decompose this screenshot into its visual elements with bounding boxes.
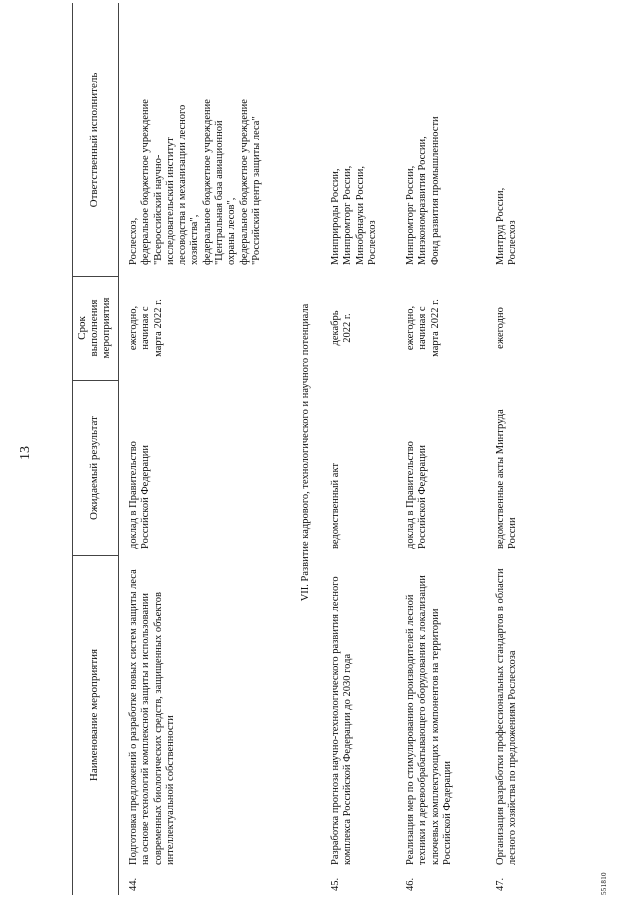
row-name: Организация разработки профессиональных стандартов в области лесного хозяйства по предложениям Рослесхоза [495,568,519,865]
executor-line: федеральное бюджетное учреждение [238,99,250,265]
header-name: Наименование мероприятия [88,648,100,782]
header-deadline-line: мероприятия [100,297,112,359]
row-number: 46. [405,877,416,891]
row-executor [495,3,520,265]
header-executor: Ответственный исполнитель [88,72,100,208]
header-bottom-border [118,3,119,895]
row-deadline [128,277,165,379]
executor-line: Минобрнауки России, [354,165,366,265]
row-deadline [405,277,442,379]
row-result: ведомственные акты Минтруда России [495,409,519,549]
executor-line: федеральное бюджетное учреждение [201,99,213,265]
executor-line: охраны лесов", [226,197,238,265]
executor-line: "Центральная база авиационной [214,120,226,265]
deadline-line: ежегодно, [128,305,139,351]
deadline-line: ежегодно, [405,305,416,351]
deadline-line: декабрь [330,310,341,346]
row-result: доклад в Правительство Российской Федерации [405,441,429,549]
row-name: Реализация мер по стимулированию производителей лесной техники и деревообрабатывающего оборудования к локализации ключевых комплектующих и компонентов на территории Российской Федерации [405,575,453,865]
page-number: 13 [18,446,33,460]
row-result: ведомственный акт [330,462,341,549]
deadline-line: начиная с [140,306,152,350]
executor-line: Минпромторг России, [342,165,354,265]
executor-line: Рослесхоз [366,220,378,265]
executor-line: хозяйства", [189,214,201,265]
header-deadline-line: Срок [76,316,88,340]
row-name: Подготовка предложений о разработке новых систем защиты леса на основе технологий комплексной защиты и использовании современных биологических средств, защищенных объектов интеллектуальной собственности [128,569,176,865]
executor-line: Рослесхоз, [128,217,139,265]
row-executor [330,3,379,265]
header-deadline [76,277,112,379]
executor-line: Рослесхоз [507,220,519,265]
deadline-line: начиная с [417,306,429,350]
executor-line: Минпромторг России, [405,165,416,265]
executor-line: Минтруд России, [495,187,506,265]
table-top-border [72,3,73,895]
row-number: 45. [330,877,341,891]
executor-line: исследовательский институт [164,137,176,265]
col-divider-result-deadline [72,380,118,381]
executor-line: "Российский центр защиты леса" [250,116,262,265]
deadline-line: ежегодно [495,307,506,349]
col-divider-name-result [72,555,118,556]
row-name: Разработка прогноза научно-технологического развития лесного комплекса Российской Федерации до 2030 года [330,576,354,865]
executor-line: Минприроды России, [330,168,341,265]
executor-line: "Всероссийский научно- [152,154,164,265]
executor-line: Фонд развития промышленности [429,116,441,265]
section-title: VII. Развитие кадрового, технологического и научного потенциала [300,303,311,602]
row-result: доклад в Правительство Российской Федерации [128,441,152,549]
deadline-line: марта 2022 г. [429,299,441,357]
row-executor [405,3,442,265]
row-deadline [495,277,507,379]
header-result: Ожидаемый результат [88,416,100,520]
executor-line: федеральное бюджетное учреждение [140,99,152,265]
deadline-line: марта 2022 г. [152,299,164,357]
deadline-line: 2022 г. [342,313,354,343]
row-deadline [330,277,355,379]
row-number: 44. [128,877,139,891]
row-number: 47. [495,877,506,891]
row-executor [128,3,263,265]
document-code: 551810 [600,872,608,895]
header-deadline-line: выполнения [88,299,100,357]
executor-line: Минэкономразвития России, [417,136,429,265]
executor-line: лесоводства и механизации лесного [177,104,189,265]
